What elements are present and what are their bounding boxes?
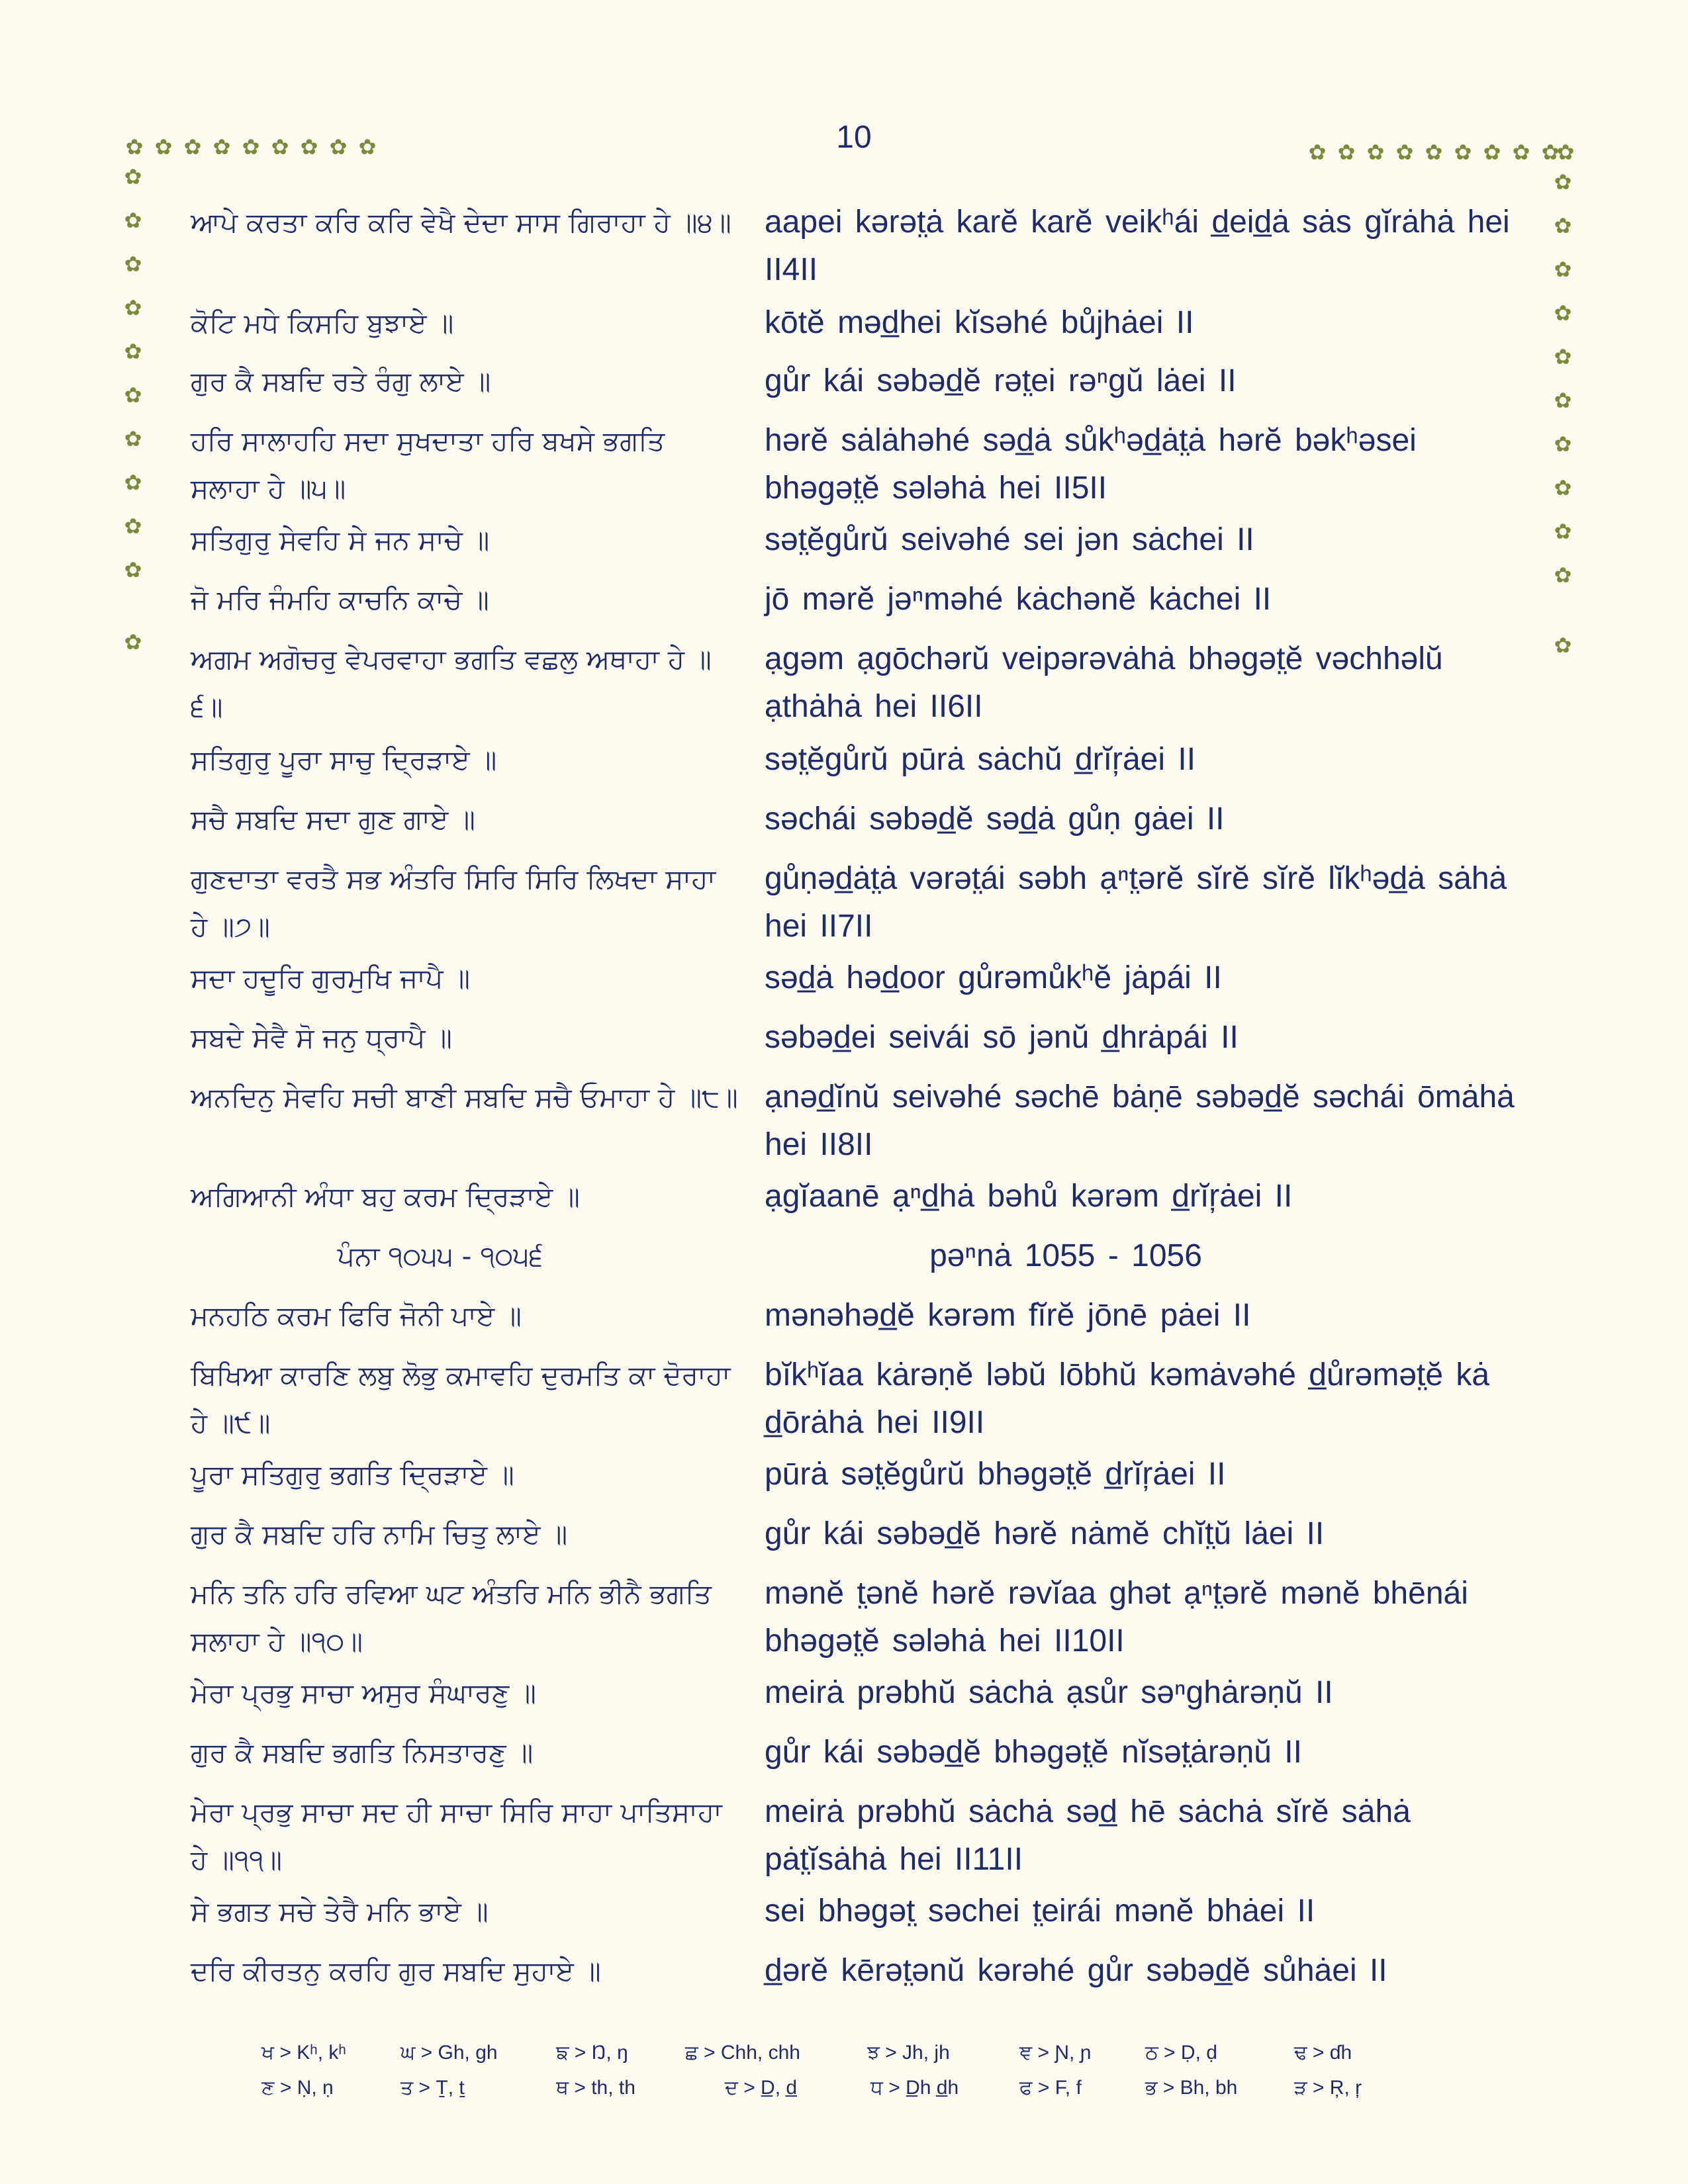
transliteration-line: meirȧ prəbhŭ sȧchȧ ạsůr səⁿghȧrəṇŭ II [765, 1675, 1333, 1710]
transliteration-line: ạgĭaanē ạⁿd̲hȧ bəhů kərəm d̲rĭŗȧei II [765, 1179, 1293, 1214]
flower-ornament-icon: ✿ [1337, 140, 1356, 165]
gurmukhi-line: ਸਬਦੇ ਸੇਵੈ ਸੋ ਜਨੁ ਧ੍ਰਾਪੈ ॥ [191, 1022, 452, 1054]
flower-ornament-icon: ✿ [124, 470, 142, 495]
gurmukhi-line: ਅਗਮ ਅਗੋਚਰੁ ਵੇਪਰਵਾਹਾ ਭਗਤਿ ਵਛਲੁ ਅਥਾਹਾ ਹੇ ॥੬॥ [191, 643, 712, 723]
gurmukhi-line: ਗੁਰ ਕੈ ਸਬਦਿ ਭਗਤਿ ਨਿਸਤਾਰਣੁ ॥ [191, 1737, 534, 1768]
transliteration-line: ạnəd̲ĭnŭ seivəhé səchē bȧṇē səbəd̲ĕ səchái ōmȧhȧ hei II8II [765, 1079, 1515, 1162]
flower-ornament-icon: ✿ [1554, 633, 1572, 658]
key-entry: ਦ > D̲, d̲ [725, 2077, 798, 2099]
flower-ornament-icon: ✿ [1554, 344, 1572, 369]
gurmukhi-line: ਸੇ ਭਗਤ ਸਚੇ ਤੇਰੈ ਮਨਿ ਭਾਏ ॥ [191, 1895, 489, 1927]
flower-ornament-icon: ✿ [1454, 140, 1472, 165]
key-entry: ਝ > Jh, jh [867, 2042, 950, 2064]
transliteration-line: səchái səbəd̲ĕ səd̲ȧ gůṇ gȧei II [765, 801, 1225, 837]
flower-ornament-icon: ✿ [124, 514, 142, 539]
flower-ornament-icon: ✿ [1554, 475, 1572, 500]
gurmukhi-line: ਜੋ ਮਰਿ ਜੰਮਹਿ ਕਾਚਨਿ ਕਾਚੇ ॥ [191, 584, 489, 615]
key-entry: ਤ > Ṯ, ṯ [400, 2077, 465, 2099]
flower-ornament-icon: ✿ [124, 208, 142, 233]
flower-ornament-icon: ✿ [1512, 140, 1530, 165]
key-entry: ਭ > Bh, bh [1145, 2077, 1238, 2099]
transliteration-line: meirȧ prəbhŭ sȧchȧ səd̲ hē sȧchȧ sĭrĕ sȧhȧ pȧt̤ĭsȧhȧ hei II11II [765, 1794, 1411, 1877]
flower-ornament-icon: ✿ [300, 134, 318, 159]
gurmukhi-line: ਕੋਟਿ ਮਧੇ ਕਿਸਹਿ ਬੁਝਾਏ ॥ [191, 307, 454, 339]
flower-ornament-icon: ✿ [271, 134, 289, 159]
transliteration-line: sət̤ĕgůrŭ pūrȧ sȧchŭ d̲rĭŗȧei II [765, 742, 1196, 777]
gurmukhi-line: ਬਿਖਿਆ ਕਾਰਣਿ ਲਬੁ ਲੋਭੁ ਕਮਾਵਹਿ ਦੁਰਮਤਿ ਕਾ ਦੋਰਾਹਾ ਹੇ ॥੯॥ [191, 1359, 731, 1439]
flower-ornament-icon: ✿ [1554, 388, 1572, 413]
flower-ornament-icon: ✿ [358, 134, 377, 159]
key-entry: ਘ > Gh, gh [400, 2042, 498, 2064]
flower-ornament-icon: ✿ [1541, 140, 1560, 165]
key-entry: ਫ > F, f [1019, 2077, 1082, 2099]
transliteration-line: səd̲ȧ həd̲oor gůrəmůkʰĕ jȧpái II [765, 960, 1222, 995]
flower-ornament-icon: ✿ [1554, 257, 1572, 282]
gurmukhi-line: ਦਰਿ ਕੀਰਤਨੁ ਕਰਹਿ ਗੁਰ ਸਬਦਿ ਸੁਹਾਏ ॥ [191, 1955, 601, 1987]
transliteration-line: ạgəm ạgōchərŭ veipərəvȧhȧ bhəgət̤ĕ vəchhəlŭ ạthȧhȧ hei II6II [765, 641, 1443, 724]
transliteration-line: sət̤ĕgůrŭ seivəhé sei jən sȧchei II [765, 522, 1254, 557]
flower-ornament-icon: ✿ [1554, 432, 1572, 457]
key-entry: ਙ > Ŋ, ŋ [556, 2042, 628, 2064]
flower-ornament-icon: ✿ [1308, 140, 1327, 165]
gurmukhi-line: ਸਤਿਗੁਰੁ ਪੂਰਾ ਸਾਚੁ ਦ੍ਰਿੜਾਏ ॥ [191, 744, 497, 776]
flower-ornament-icon: ✿ [1366, 140, 1385, 165]
transliteration-line: aapei kərət̤ȧ karĕ karĕ veikʰái d̲eid̲ȧ sȧs gĭrȧhȧ hei II4II [765, 205, 1510, 287]
transliteration-line: gůṇəd̲ȧt̤ȧ vərət̤ái səbh ạⁿt̤ərĕ sĭrĕ sĭrĕ lĭkʰəd̲ȧ sȧhȧ hei II7II [765, 861, 1507, 944]
gurmukhi-line: ਸਦਾ ਹਦੂਰਿ ਗੁਰਮੁਖਿ ਜਾਪੈ ॥ [191, 962, 470, 994]
gurmukhi-line: ਮੇਰਾ ਪ੍ਰਭੁ ਸਾਚਾ ਸਦ ਹੀ ਸਾਚਾ ਸਿਰਿ ਸਾਹਾ ਪਾਤਿਸਾਹਾ ਹੇ ॥੧੧॥ [191, 1796, 722, 1876]
key-entry: ਛ > Chh, chh [685, 2042, 800, 2064]
flower-ornament-icon: ✿ [124, 383, 142, 408]
gurmukhi-line: ਗੁਰ ਕੈ ਸਬਦਿ ਹਰਿ ਨਾਮਿ ਚਿਤੁ ਲਾਏ ॥ [191, 1518, 568, 1550]
transliteration-line: jō mərĕ jəⁿməhé kȧchənĕ kȧchei II [765, 582, 1272, 617]
flower-ornament-icon: ✿ [183, 134, 202, 159]
key-entry: ਧ > D̲h d̲h [870, 2077, 959, 2099]
transliteration-line: mənəhəd̲ĕ kərəm fĭrĕ jōnē pȧei II [765, 1298, 1251, 1333]
gurmukhi-line: ਮਨਿ ਤਨਿ ਹਰਿ ਰਵਿਆ ਘਟ ਅੰਤਰਿ ਮਨਿ ਭੀਨੈ ਭਗਤਿ ਸਲਾਹਾ ਹੇ ॥੧੦॥ [191, 1578, 712, 1657]
key-entry: ਞ > Ɲ, ɲ [1019, 2042, 1092, 2064]
gurmukhi-line: ਹਰਿ ਸਾਲਾਹਹਿ ਸਦਾ ਸੁਖਦਾਤਾ ਹਰਿ ਬਖਸੇ ਭਗਤਿ ਸਲਾਹਾ ਹੇ ॥੫॥ [191, 425, 665, 504]
transliteration-page-reference: pəⁿnȧ 1055 - 1056 [929, 1238, 1202, 1273]
transliteration-line: gůr kái səbəd̲ĕ rət̤ei rəⁿgŭ lȧei II [765, 363, 1237, 398]
flower-ornament-icon: ✿ [124, 557, 142, 582]
flower-ornament-icon: ✿ [125, 134, 144, 159]
gurmukhi-line: ਸਤਿਗੁਰੁ ਸੇਵਹਿ ਸੇ ਜਨ ਸਾਚੇ ॥ [191, 524, 490, 556]
transliteration-line: səbəd̲ei seivái sō jənŭ d̲hrȧpái II [765, 1020, 1239, 1055]
flower-ornament-icon: ✿ [1554, 563, 1572, 588]
gurmukhi-line: ਸਚੈ ਸਬਦਿ ਸਦਾ ਗੁਣ ਗਾਏ ॥ [191, 803, 475, 835]
flower-ornament-icon: ✿ [1554, 519, 1572, 544]
flower-ornament-icon: ✿ [124, 339, 142, 364]
key-entry: ਠ > Ḍ, ḍ [1145, 2042, 1217, 2064]
flower-ornament-icon: ✿ [124, 629, 142, 655]
key-entry: ੜ > Ŗ, ŗ [1294, 2077, 1362, 2099]
flower-ornament-icon: ✿ [1554, 213, 1572, 238]
flower-ornament-icon: ✿ [124, 164, 142, 189]
flower-ornament-icon: ✿ [212, 134, 231, 159]
key-entry: ਥ > th, th [556, 2077, 635, 2099]
gurmukhi-line: ਅਗਿਆਨੀ ਅੰਧਾ ਬਹੁ ਕਰਮ ਦ੍ਰਿੜਾਏ ॥ [191, 1181, 580, 1212]
flower-ornament-icon: ✿ [124, 426, 142, 451]
flower-ornament-icon: ✿ [329, 134, 348, 159]
transliteration-line: hərĕ sȧlȧhəhé səd̲ȧ sůkʰəd̲ȧt̤ȧ hərĕ bəkʰəsei bhəgət̤ĕ sələhȧ hei II5II [765, 423, 1417, 506]
flower-ornament-icon: ✿ [1554, 169, 1572, 195]
flower-ornament-icon: ✿ [1425, 140, 1443, 165]
gurmukhi-line: ਆਪੇ ਕਰਤਾ ਕਰਿ ਕਰਿ ਵੇਖੈ ਦੇਦਾ ਸਾਸ ਗਿਰਾਹਾ ਹੇ ॥੪॥ [191, 206, 731, 238]
gurmukhi-line: ਗੁਰ ਕੈ ਸਬਦਿ ਰਤੇ ਰੰਗੁ ਲਾਏ ॥ [191, 365, 491, 397]
flower-ornament-icon: ✿ [242, 134, 260, 159]
gurmukhi-line: ਮੇਰਾ ਪ੍ਰਭੁ ਸਾਚਾ ਅਸੁਰ ਸੰਘਾਰਣੁ ॥ [191, 1677, 536, 1709]
key-entry: ਢ > ɗh [1294, 2042, 1352, 2064]
gurmukhi-page-reference: ਪੰਨਾ ੧੦੫੫ - ੧੦੫੬ [337, 1240, 543, 1272]
transliteration-line: gůr kái səbəd̲ĕ bhəgət̤ĕ nĭsət̤ȧrəṇŭ II [765, 1735, 1302, 1770]
flower-ornament-icon: ✿ [124, 251, 142, 277]
gurmukhi-line: ਪੂਰਾ ਸਤਿਗੁਰੁ ਭਗਤਿ ਦ੍ਰਿੜਾਏ ॥ [191, 1459, 514, 1490]
gurmukhi-line: ਅਨਦਿਨੁ ਸੇਵਹਿ ਸਚੀ ਬਾਣੀ ਸਬਦਿ ਸਚੈ ਓਮਾਹਾ ਹੇ ॥੮॥ [191, 1081, 738, 1113]
flower-ornament-icon: ✿ [1554, 300, 1572, 326]
flower-ornament-icon: ✿ [1556, 140, 1575, 165]
key-entry: ਣ > Ṇ, ṇ [261, 2077, 334, 2099]
gurmukhi-line: ਗੁਣਦਾਤਾ ਵਰਤੈ ਸਭ ਅੰਤਰਿ ਸਿਰਿ ਸਿਰਿ ਲਿਖਦਾ ਸਾਹਾ ਹੇ ॥੭॥ [191, 863, 716, 942]
transliteration-line: mənĕ t̤ənĕ hərĕ rəvĭaa ghət ạⁿt̤ərĕ mənĕ bhēnái bhəgət̤ĕ sələhȧ hei II10II [765, 1576, 1468, 1659]
flower-ornament-icon: ✿ [1483, 140, 1501, 165]
transliteration-line: sei bhəgət̤ səchei t̤eirái mənĕ bhȧei II [765, 1893, 1315, 1929]
transliteration-line: kōtĕ məd̲hei kĭsəhé bůjhȧei II [765, 305, 1194, 340]
transliteration-line: d̲ərĕ kērət̤ənŭ kərəhé gůr səbəd̲ĕ sůhȧei II [765, 1953, 1387, 1988]
page-number: 10 [836, 120, 872, 155]
flower-ornament-icon: ✿ [124, 295, 142, 320]
flower-ornament-icon: ✿ [154, 134, 173, 159]
gurmukhi-line: ਮਨਹਠਿ ਕਰਮ ਫਿਰਿ ਜੋਨੀ ਪਾਏ ॥ [191, 1300, 522, 1332]
flower-ornament-icon: ✿ [1395, 140, 1414, 165]
transliteration-line: pūrȧ sət̤ĕgůrŭ bhəgət̤ĕ d̲rĭŗȧei II [765, 1457, 1226, 1492]
transliteration-line: gůr kái səbəd̲ĕ hərĕ nȧmĕ chĭt̤ŭ lȧei II [765, 1516, 1325, 1551]
key-entry: ਖ > Kʰ, kʰ [261, 2042, 346, 2064]
transliteration-line: bĭkʰĭaa kȧrəṇĕ ləbŭ lōbhŭ kəmȧvəhé d̲ůrəmət̤ĕ kȧ d̲ōrȧhȧ hei II9II [765, 1357, 1490, 1440]
